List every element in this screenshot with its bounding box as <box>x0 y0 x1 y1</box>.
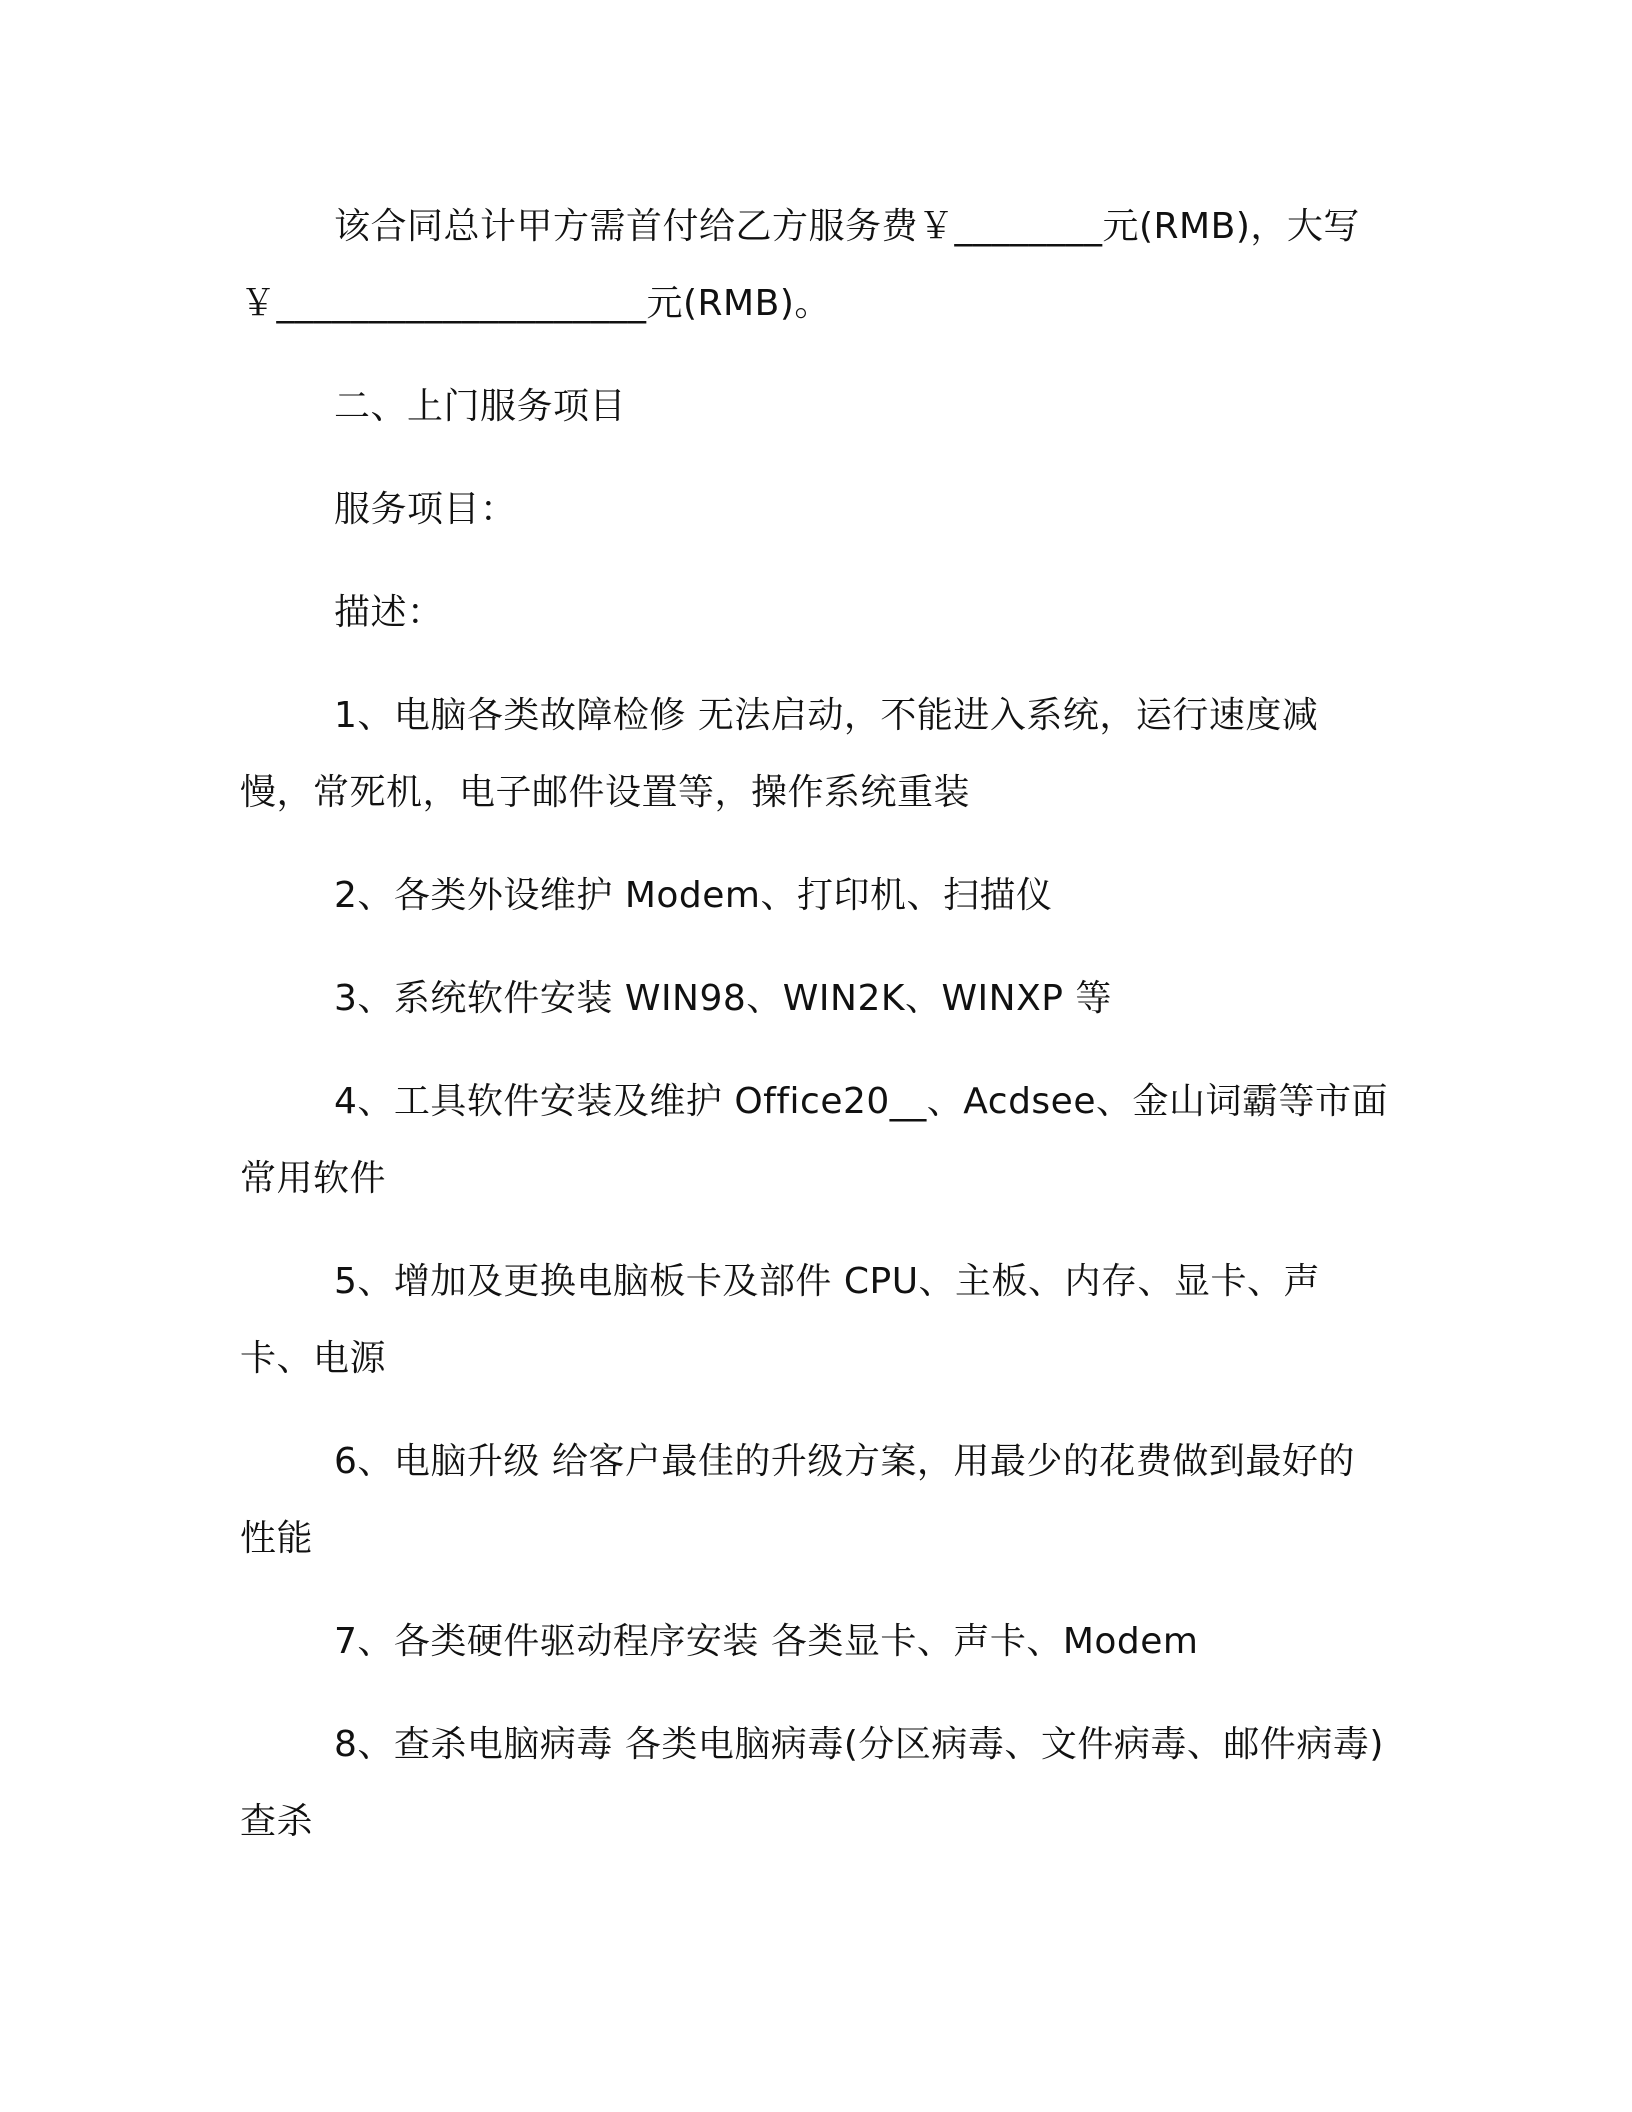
service-items-label: 服务项目： <box>334 489 517 530</box>
list-item-4: 4、工具软件安装及维护 Office20__、Acdsee、金山词霸等市面常用软件 <box>240 1081 1388 1199</box>
list-item-1: 1、电脑各类故障检修 无法启动，不能进入系统，运行速度减慢，常死机，电子邮件设置等，操作系统重装 <box>240 695 1319 813</box>
document-body <box>240 188 1390 1886</box>
list-item-6: 6、电脑升级 给客户最佳的升级方案，用最少的花费做到最好的性能 <box>240 1441 1355 1559</box>
section-2-title: 二、上门服务项目 <box>334 386 627 427</box>
paragraph-fee-total: 该合同总计甲方需首付给乙方服务费￥________元(RMB)，大写￥____________________元(RMB)。 <box>240 206 1360 324</box>
list-item-2: 2、各类外设维护 Modem、打印机、扫描仪 <box>334 875 1053 916</box>
list-item-5: 5、增加及更换电脑板卡及部件 CPU、主板、内存、显卡、声卡、电源 <box>240 1261 1321 1379</box>
description-label: 描述： <box>334 592 444 633</box>
list-item-7: 7、各类硬件驱动程序安装 各类显卡、声卡、Modem <box>334 1621 1199 1662</box>
list-item-8: 8、查杀电脑病毒 各类电脑病毒(分区病毒、文件病毒、邮件病毒)查杀 <box>240 1724 1384 1842</box>
list-item-3: 3、系统软件安装 WIN98、WIN2K、WINXP 等 <box>334 978 1112 1019</box>
